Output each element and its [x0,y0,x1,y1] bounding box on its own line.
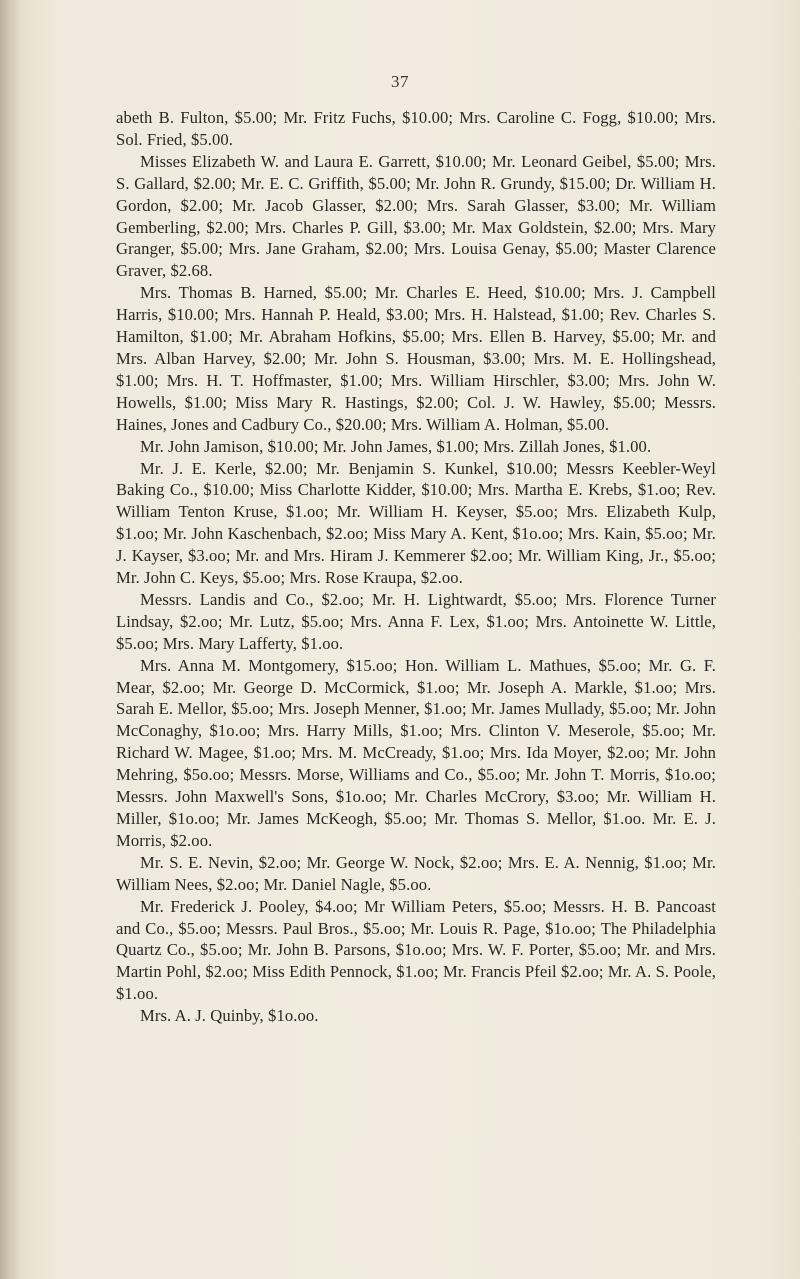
paragraph-j-donors: Mr. John Jamison, $10.00; Mr. John James, $1.00; Mrs. Zillah Jones, $1.00. [140,436,652,456]
page-binding-shadow [0,0,22,1279]
paragraph-h-donors: Mrs. Thomas B. Harned, $5.00; Mr. Charles E. Heed, $10.00; Mrs. J. Campbell Harris, $10.00; Mrs. Hannah P. Heald, $3.00; Mrs. H. Halstead, $1.00; Rev. Charles S. Hamilton, $1.00; Mr. Abraham Hofkins, $5.00; Mrs. Ellen B. Harvey, $5.00; Mr. and Mrs. Alban Harvey, $2.00; Mr. John S. Housman, $3.00; Mrs. M. E. Hollingshead, $1.00; Mrs. H. T. Hoffmaster, $1.00; Mrs. William Hirschler, $3.00; Mrs. John W. Howells, $1.00; Miss Mary R. Hastings, $2.00; Col. J. W. Hawley, $5.00; Messrs. Haines, Jones and Cadbury Co., $20.00; Mrs. William A. Holman, $5.00. [116,283,716,434]
paragraph-p-donors: Mr. Frederick J. Pooley, $4.oo; Mr William Peters, $5.oo; Messrs. H. B. Pancoast and Co., $5.oo; Messrs. Paul Bros., $5.oo; Mr. Louis R. Page, $1o.oo; The Philadelphia Quartz Co., $5.oo; Mr. John B. Parsons, $1o.oo; Mrs. W. F. Porter, $5.oo; Mr. and Mrs. Martin Pohl, $2.oo; Miss Edith Pennock, $1.oo; Mr. Francis Pfeil $2.oo; Mr. A. S. Poole, $1.oo. [116,896,716,1004]
page-number: 37 [391,72,409,91]
paragraph-n-donors: Mr. S. E. Nevin, $2.oo; Mr. George W. Nock, $2.oo; Mrs. E. A. Nennig, $1.oo; Mr. William Nees, $2.oo; Mr. Daniel Nagle, $5.oo. [116,852,716,894]
paragraph-m-donors: Mrs. Anna M. Montgomery, $15.oo; Hon. William L. Mathues, $5.oo; Mr. G. F. Mear, $2.oo; Mr. George D. McCormick, $1.oo; Mr. Joseph A. Markle, $1.oo; Mrs. Sarah E. Mellor, $5.oo; Mrs. Joseph Menner, $1.oo; Mr. James Mullady, $5.oo; Mr. John McConaghy, $1o.oo; Mrs. Harry Mills, $1.oo; Mrs. Clinton V. Meserole, $5.oo; Mr. Richard W. Magee, $1.oo; Mrs. M. McCready, $1.oo; Mrs. Ida Moyer, $2.oo; Mr. John Mehring, $5o.oo; Messrs. Morse, Williams and Co., $5.oo; Mr. John T. Morris, $1o.oo; Messrs. John Maxwell's Sons, $1o.oo; Mr. Charles McCrory, $3.oo; Mr. William H. Miller, $1o.oo; Mr. James McKeogh, $5.oo; Mr. Thomas S. Mellor, $1.oo. Mr. E. J. Morris, $2.oo. [116,655,716,850]
paragraph-k-donors: Mr. J. E. Kerle, $2.00; Mr. Benjamin S. Kunkel, $10.00; Messrs Keebler-Weyl Baking Co., $10.00; Miss Charlotte Kidder, $10.00; Mrs. Martha E. Krebs, $1.oo; Rev. William Tenton Kruse, $1.oo; Mr. William H. Keyser, $5.oo; Mrs. Elizabeth Kulp, $1.oo; Mr. John Kaschenbach, $2.oo; Miss Mary A. Kent, $1o.oo; Mrs. Kain, $5.oo; Mr. J. Kayser, $3.oo; Mr. and Mrs. Hiram J. Kemmerer $2.oo; Mr. William King, Jr., $5.oo; Mr. John C. Keys, $5.oo; Mrs. Rose Kraupa, $2.oo. [116,458,716,588]
paragraph-l-donors: Messrs. Landis and Co., $2.oo; Mr. H. Lightwardt, $5.oo; Mrs. Florence Turner Lindsay, $2.oo; Mr. Lutz, $5.oo; Mrs. Anna F. Lex, $1.oo; Mrs. Antoinette W. Little, $5.oo; Mrs. Mary Lafferty, $1.oo. [116,589,716,653]
paragraph-f-continued: abeth B. Fulton, $5.00; Mr. Fritz Fuchs, $10.00; Mrs. Caroline C. Fogg, $10.00; Mrs. Sol. Fried, $5.00. [116,108,716,149]
paragraph-q-donors: Mrs. A. J. Quinby, $1o.oo. [140,1006,319,1026]
paragraph-g-donors: Misses Elizabeth W. and Laura E. Garrett, $10.00; Mr. Leonard Geibel, $5.00; Mrs. S. Gallard, $2.00; Mr. E. C. Griffith, $5.00; Mr. John R. Grundy, $15.00; Dr. William H. Gordon, $2.00; Mr. Jacob Glasser, $2.00; Mrs. Sarah Glasser, $3.00; Mr. William Gemberling, $2.00; Mrs. Charles P. Gill, $3.00; Mr. Max Goldstein, $2.00; Mrs. Mary Granger, $5.00; Mrs. Jane Graham, $2.00; Mrs. Louisa Genay, $5.00; Master Clarence Graver, $2.68. [116,151,716,281]
donor-list-text [116,107,716,1027]
